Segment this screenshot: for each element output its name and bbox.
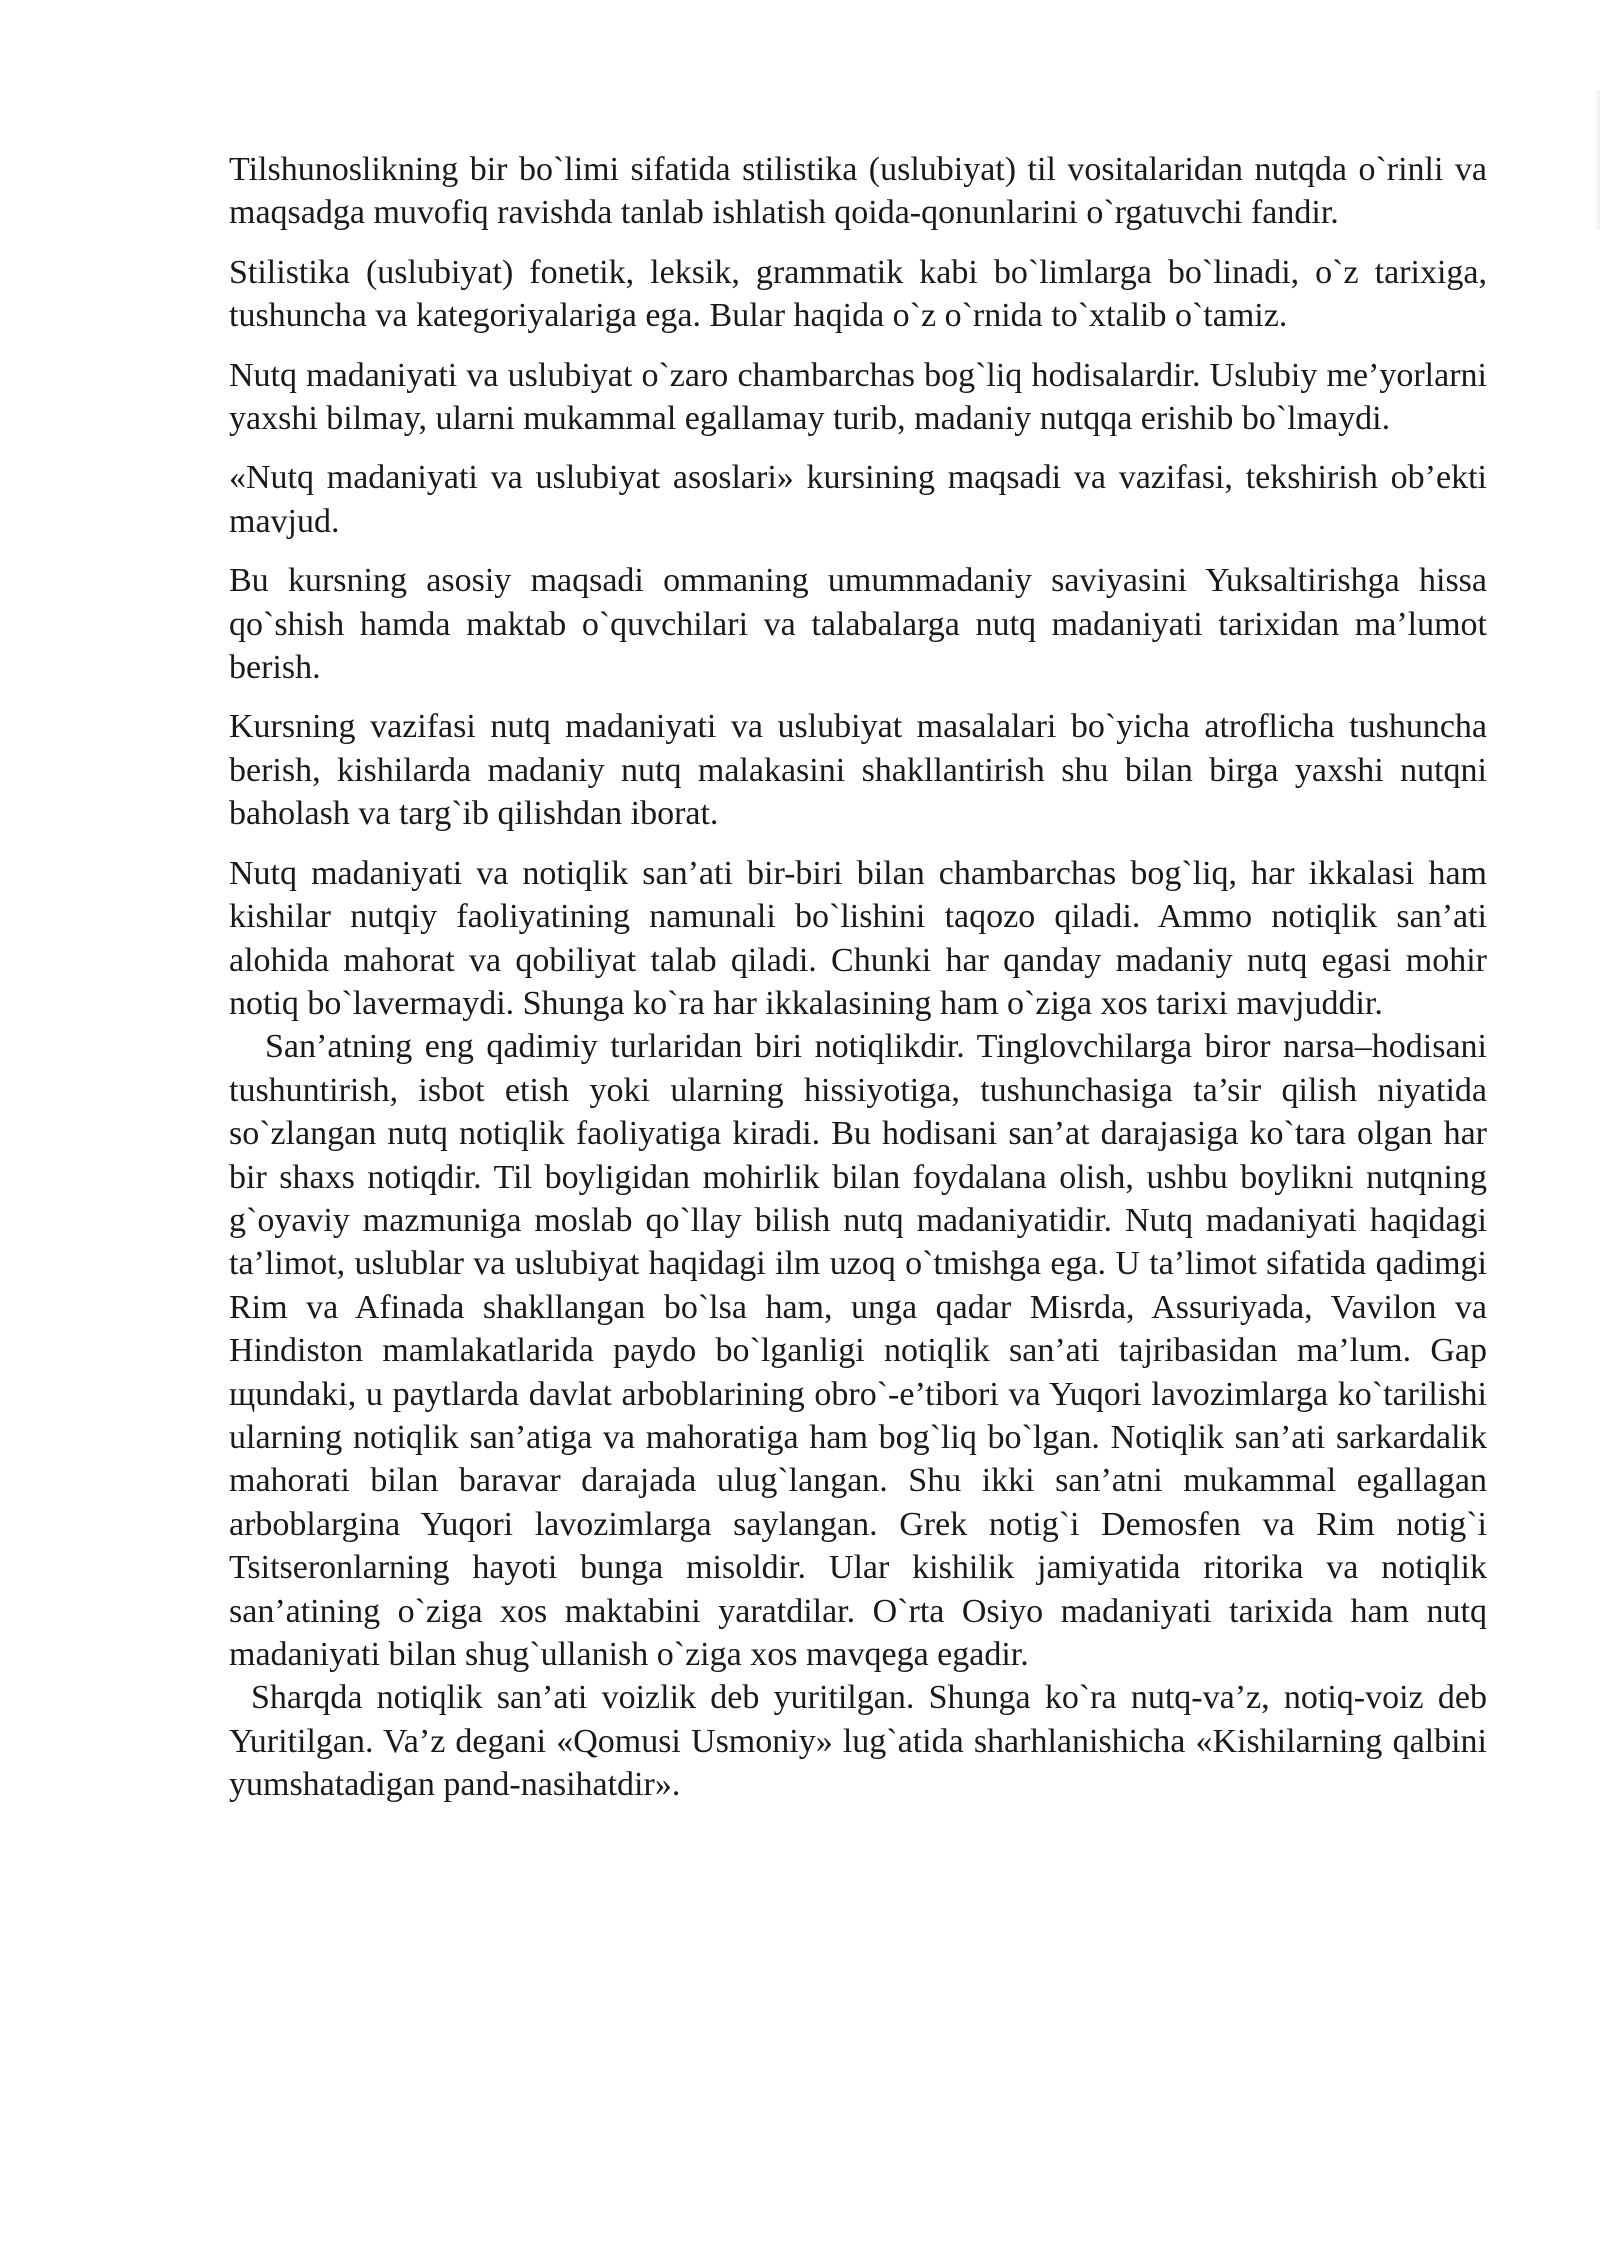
paragraph-course-goal: Bu kursning asosiy maqsadi ommaning umummadaniy saviyasini Yuksaltirishga hissa qo`shish hamda maktab o`quvchilari va talabalarga nutq madaniyati tarixidan ma’lumot berish.: [229, 562, 1487, 687]
paragraph-course-object: «Nutq madaniyati va uslubiyat asoslari» kursining maqsadi va vazifasi, tekshirish ob’ekti mavjud.: [229, 459, 1487, 540]
paragraph-speech-culture-relation: Nutq madaniyati va uslubiyat o`zaro chambarchas bog`liq hodisalardir. Uslubiy me’yorlarni yaxshi bilmay, ularni mukammal egallamay turib, madaniy nutqqa erishib bo`lmaydi.: [229, 356, 1487, 438]
paragraph-eastern-oratory: Sharqda notiqlik san’ati voizlik deb yuritilgan. Shunga ko`ra nutq-va’z, notiq-voiz deb Yuritilgan. Va’z degani «Qomusi Usmoniy» lug`atida sharhlanishicha «Kishilarning qalbini yumshatadigan pand-nasihatdir».: [229, 1679, 1487, 1804]
paragraph-oratory-history: San’atning eng qadimiy turlaridan biri notiqlikdir. Tinglovchilarga biror narsa–hodisani tushuntirish, isbot etish yoki ularning hissiyotiga, tushunchasiga ta’sir qilish niyatida so`zlangan nutq notiqlik faoliyatiga kiradi. Bu hodisani san’at darajasiga ko`tara olgan har bir shaxs notiqdir. Til boyligidan mohirlik bilan foydalana olish, ushbu boylikni nutqning g`oyaviy mazmuniga moslab qo`llay bilish nutq madaniyatidir. Nutq madaniyati haqidagi ta’limot, uslublar va uslubiyat haqidagi ilm uzoq o`tmishga ega. U ta’limot sifatida qadimgi Rim va Afinada shakllangan bo`lsa ham, unga qadar Misrda, Assuriyada, Vavilon va Hindiston mamlakatlarida paydo bo`lganligi notiqlik san’ati tajribasidan ma’lum. Gap щundaki, u paytlarda davlat arboblarining obro`-e’tibori va Yuqori lavozimlarga ko`tarilishi ularning notiqlik san’atiga va mahoratiga ham bog`liq bo`lgan. Notiqlik san’ati sarkardalik mahorati bilan baravar darajada ulug`langan. Shu ikki san’atni mukammal egallagan arboblargina Yuqori lavozimlarga saylangan. Grek notig`i Demosfen va Rim notig`i Tsitseronlarning hayoti bunga misoldir. Ular kishilik jamiyatida ritorika va notiqlik san’atining o`ziga xos maktabini yaratdilar. O`rta Osiyo madaniyati tarixida ham nutq madaniyati bilan shug`ullanish o`ziga xos mavqega egadir.: [229, 1028, 1487, 1673]
document-page: [229, 148, 1487, 1823]
paragraph-course-task: Kursning vazifasi nutq madaniyati va uslubiyat masalalari bo`yicha atroflicha tushuncha berish, kishilarda madaniy nutq malakasini shakllantirish shu bilan birga yaxshi nutqni baholash va targ`ib qilishdan iborat.: [229, 708, 1487, 833]
paragraph-oratory-relation: Nutq madaniyati va notiqlik san’ati bir-biri bilan chambarchas bog`liq, har ikkalasi ham kishilar nutqiy faoliyatining namunali bo`lishini taqozo qiladi. Ammo notiqlik san’ati alohida mahorat va qobiliyat talab qiladi. Chunki har qanday madaniy nutq egasi mohir notiq bo`lavermaydi. Shunga ko`ra har ikkalasining ham o`ziga xos tarixi mavjuddir.: [229, 854, 1487, 1022]
page-edge-shadow: [1594, 90, 1600, 230]
paragraph-stylistics-sections: Stilistika (uslubiyat) fonetik, leksik, grammatik kabi bo`limlarga bo`linadi, o`z tarixiga, tushuncha va kategoriyalariga ega. Bular haqida o`z o`rnida to`xtalib o`tamiz.: [229, 253, 1487, 335]
paragraph-stylistics-definition: Tilshunoslikning bir bo`limi sifatida stilistika (uslubiyat) til vositalaridan nutqda o`rinli va maqsadga muvofiq ravishda tanlab ishlatish qoida-qonunlarini o`rgatuvchi fandir.: [229, 151, 1487, 232]
